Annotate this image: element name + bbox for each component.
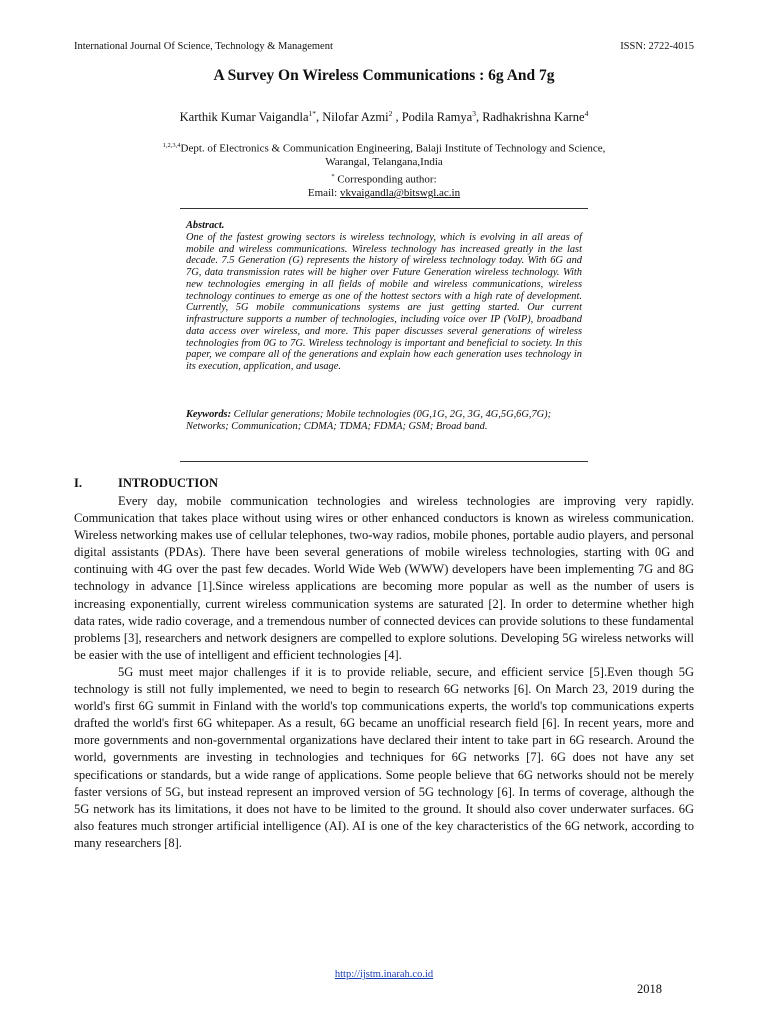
section-title: INTRODUCTION	[118, 476, 219, 490]
author-name: Podila Ramya	[401, 110, 473, 125]
keywords-text: Cellular generations; Mobile technologies (0G,1G, 2G, 3G, 4G,5G,6G,7G); Networks; Communication; CDMA; TDMA; FDMA; GSM; Broad band.	[186, 409, 552, 432]
affil-mark: 1,2,3,4	[162, 142, 181, 149]
footer-url-link[interactable]: http://ijstm.inarah.co.id	[334, 969, 434, 980]
body-paragraph: 5G must meet major challenges if it is to provide reliable, secure, and efficient service [5].Even though 5G technology is still not fully implemented, we need to begin to research 6G networks [6]. On March 23, 2019 during the world's first 6G summit in Finland with the world's top communications experts, the world's top communications experts drafted the world's first 6G whitepaper. As a result, 6G became an unofficial research field [6]. In recent years, more and more governments and non-governmental organizations have declared their intent to take part in 6G research. Around the world, governments are investing in technologies and techniques for 6G networks [7]. 6G does not have any set specifications or standards, but a wide range of applications. Some people believe that 6G networks should not be merely faster versions of 5G, but instead represent an improved version of 5G technology [6]. In terms of coverage, although the 5G network has its limitations, it does not have to be limited to the ground. It should also cover underwater surfaces. 6G also features much stronger artificial intelligence (AI). AI is one of the key characteristics of the 6G network, according to many researchers [8].	[74, 664, 694, 850]
author-affil-mark: 1*	[308, 109, 317, 118]
author-name: Nilofar Azmi	[322, 110, 389, 125]
section-number: I.	[74, 476, 82, 490]
corresponding-mark: *	[331, 172, 335, 180]
section-body	[74, 493, 694, 852]
author-affil-mark: 3	[472, 109, 476, 118]
author-name: Radhakrishna Karne	[482, 110, 585, 125]
keywords-block	[186, 409, 582, 433]
author-affil-mark: 4	[584, 109, 589, 118]
journal-name: International Journal Of Science, Technology & Management	[74, 41, 333, 52]
author-list: Karthik Kumar Vaigandla$^{1*}$, Nilofar Azmi$^2$ , Podila Ramya$^3$, Radhakrishna Karne$^4$	[179, 109, 589, 125]
corresponding-label: Corresponding author:	[337, 173, 437, 186]
email-link[interactable]: vkvaigandla@bitswgl.ac.in	[339, 187, 461, 200]
affil-line2: Warangal, Telangana,India	[325, 156, 443, 169]
keywords-heading: Keywords:	[186, 409, 232, 420]
abstract-text: One of the fastest growing sectors is wireless technology, which is evolving in all areas of mobile and wireless communications. Wireless technology has increased greatly in the last decade. 7.5 Generation (G) represents the history of wireless technology today. With 6G and 7G, data transmission rates will be higher over Future Generation wireless technology. With new technologies emerging in all fields of mobile and wireless communications, wireless technology continues to emerge as one of the hottest sectors with a high rate of development. Currently, 5G mobile communications systems are just getting started. Our current infrastructure supports a number of technologies, including voice over IP (VoIP), broadband data access over wireless, and more. This paper discusses several generations of wireless technologies from 0G to 7G. Wireless technology is important and beneficial to society. In this paper, we compare all of the generations and explain how each generation uses technology in its execution, application, and usage.	[186, 231, 582, 372]
affil-line1: Dept. of Electronics & Communication Engineering, Balaji Institute of Technology and Science,	[180, 142, 606, 155]
body-paragraph: Every day, mobile communication technologies and wireless technologies are improving very rapidly. Communication that takes place without using wires or other enhanced conductors is known as wireless communication. Wireless networking makes use of cellular telephones, two-way radios, mobile phones, portable audio players, and personal digital assistants (PDAs). There have been several generations of mobile wireless technologies, starting with 0G and continuing with 4G over the past few decades. World Wide Web (WWW) developers have been implementing 7G and 8G technology in advance [1].Since wireless applications are becoming more popular as well as the number of users is increasing exponentially, current wireless communication systems are saturated [2]. In order to determine whether high data rates, wide radio coverage, and a tremendous number of connected devices can provide solutions to these fundamental problems [3], researchers and network designers are compelled to explore solutions. Developing 5G wireless networks will be easier with the use of intelligent and efficient technologies [4].	[74, 494, 694, 662]
page-number: 2018	[637, 982, 662, 996]
abstract-top-rule	[180, 208, 588, 209]
affiliation-block	[0, 139, 768, 201]
abstract-bottom-rule	[180, 461, 588, 462]
author-name: Karthik Kumar Vaigandla	[179, 110, 309, 125]
email-label: Email:	[307, 187, 338, 200]
abstract-block	[186, 220, 582, 373]
abstract-heading: Abstract.	[186, 220, 225, 231]
paper-title: A Survey On Wireless Communications : 6g And 7g	[213, 67, 555, 84]
issn: ISSN: 2722-4015	[620, 41, 694, 52]
author-affil-mark: 2	[388, 109, 393, 118]
